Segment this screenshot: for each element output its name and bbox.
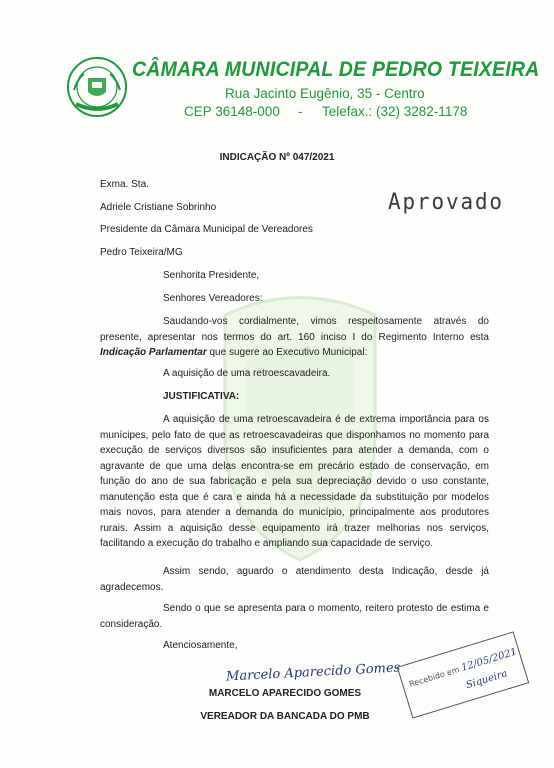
- header-separator: -: [298, 104, 303, 119]
- sign-off: Atenciosamente,: [163, 640, 238, 651]
- signer-name: MARCELO APARECIDO GOMES: [208, 688, 362, 699]
- justification-text: A aquisição de uma retroescavadeira é de extrema importância para os munícipes, pelo fato de que as retroescavadeiras que disponhamos no momento para execução de serviços diversos são insuficientes para atender a demanda, com o agravante de que uma delas encontra-se em precário estado de conservação, em função do ano de sua fabricação e pela sua depreciação devido o uso constante, manutenção esta que é cara e ainda há a necessidade da substituição por modelos mais novos, para atender a demanda do município, principalmente aos produtores rurais. Assim a aquisição desse equipamento irá trazer melhorias nos serviços, facilitando a execução do trabalho e ampliando sua capacidade de serviço.: [100, 414, 489, 549]
- closing-paragraph-2: [100, 601, 489, 632]
- chamber-cep: CEP 36148-000: [184, 104, 280, 119]
- salutation-councilors: Senhores Vereadores:: [163, 293, 263, 304]
- intro-text-1: Saudando-vos cordialmente, vimos respeitosamente através do presente, apresentar nos termos do art. 160 inciso I do Regimento Interno esta: [100, 316, 489, 343]
- request-text: A aquisição de uma retroescavadeira.: [163, 368, 331, 379]
- handwritten-signature: Marcelo Aparecido Gomes: [225, 660, 401, 685]
- closing-text-2: Sendo o que se apresenta para o momento, reitero protesto de estima e consideração.: [100, 603, 489, 630]
- recipient-greeting: Exma. Sta.: [100, 179, 149, 190]
- recipient-role: Presidente da Câmara Municipal de Vereadores: [100, 224, 313, 235]
- signer-role: VEREADOR DA BANCADA DO PMB: [200, 711, 370, 722]
- recipient-name: Adriele Cristiane Sobrinho: [100, 202, 217, 213]
- approved-stamp: Aprovado: [388, 190, 504, 215]
- received-stamp: [397, 631, 529, 718]
- chamber-address: Rua Jacinto Eugênio, 35 - Centro: [225, 86, 425, 101]
- justification-heading: JUSTIFICATIVA:: [163, 391, 240, 402]
- intro-emphasis: Indicação Parlamentar: [100, 347, 207, 358]
- recipient-city: Pedro Teixeira/MG: [100, 247, 183, 258]
- municipal-seal-logo: [66, 56, 128, 118]
- intro-paragraph: [100, 314, 489, 361]
- chamber-phone: Telefax.: (32) 3282-1178: [322, 104, 468, 119]
- received-date: 12/05/2021: [459, 646, 519, 674]
- closing-text-1: Assim sendo, aguardo o atendimento desta Indicação, desde já agradecemos.: [100, 566, 489, 593]
- salutation-president: Senhorita Presidente,: [163, 270, 260, 281]
- received-label: Recebido em: [408, 665, 461, 689]
- document-title: INDICAÇÃO Nº 047/2021: [219, 152, 335, 163]
- closing-paragraph-1: [100, 564, 489, 595]
- intro-text-2: que sugere ao Executivo Municipal:: [206, 347, 368, 358]
- received-initials: Siqueira: [464, 668, 509, 692]
- justification-paragraph: [100, 412, 489, 552]
- chamber-title: CÂMARA MUNICIPAL DE PEDRO TEIXEIRA: [132, 58, 540, 81]
